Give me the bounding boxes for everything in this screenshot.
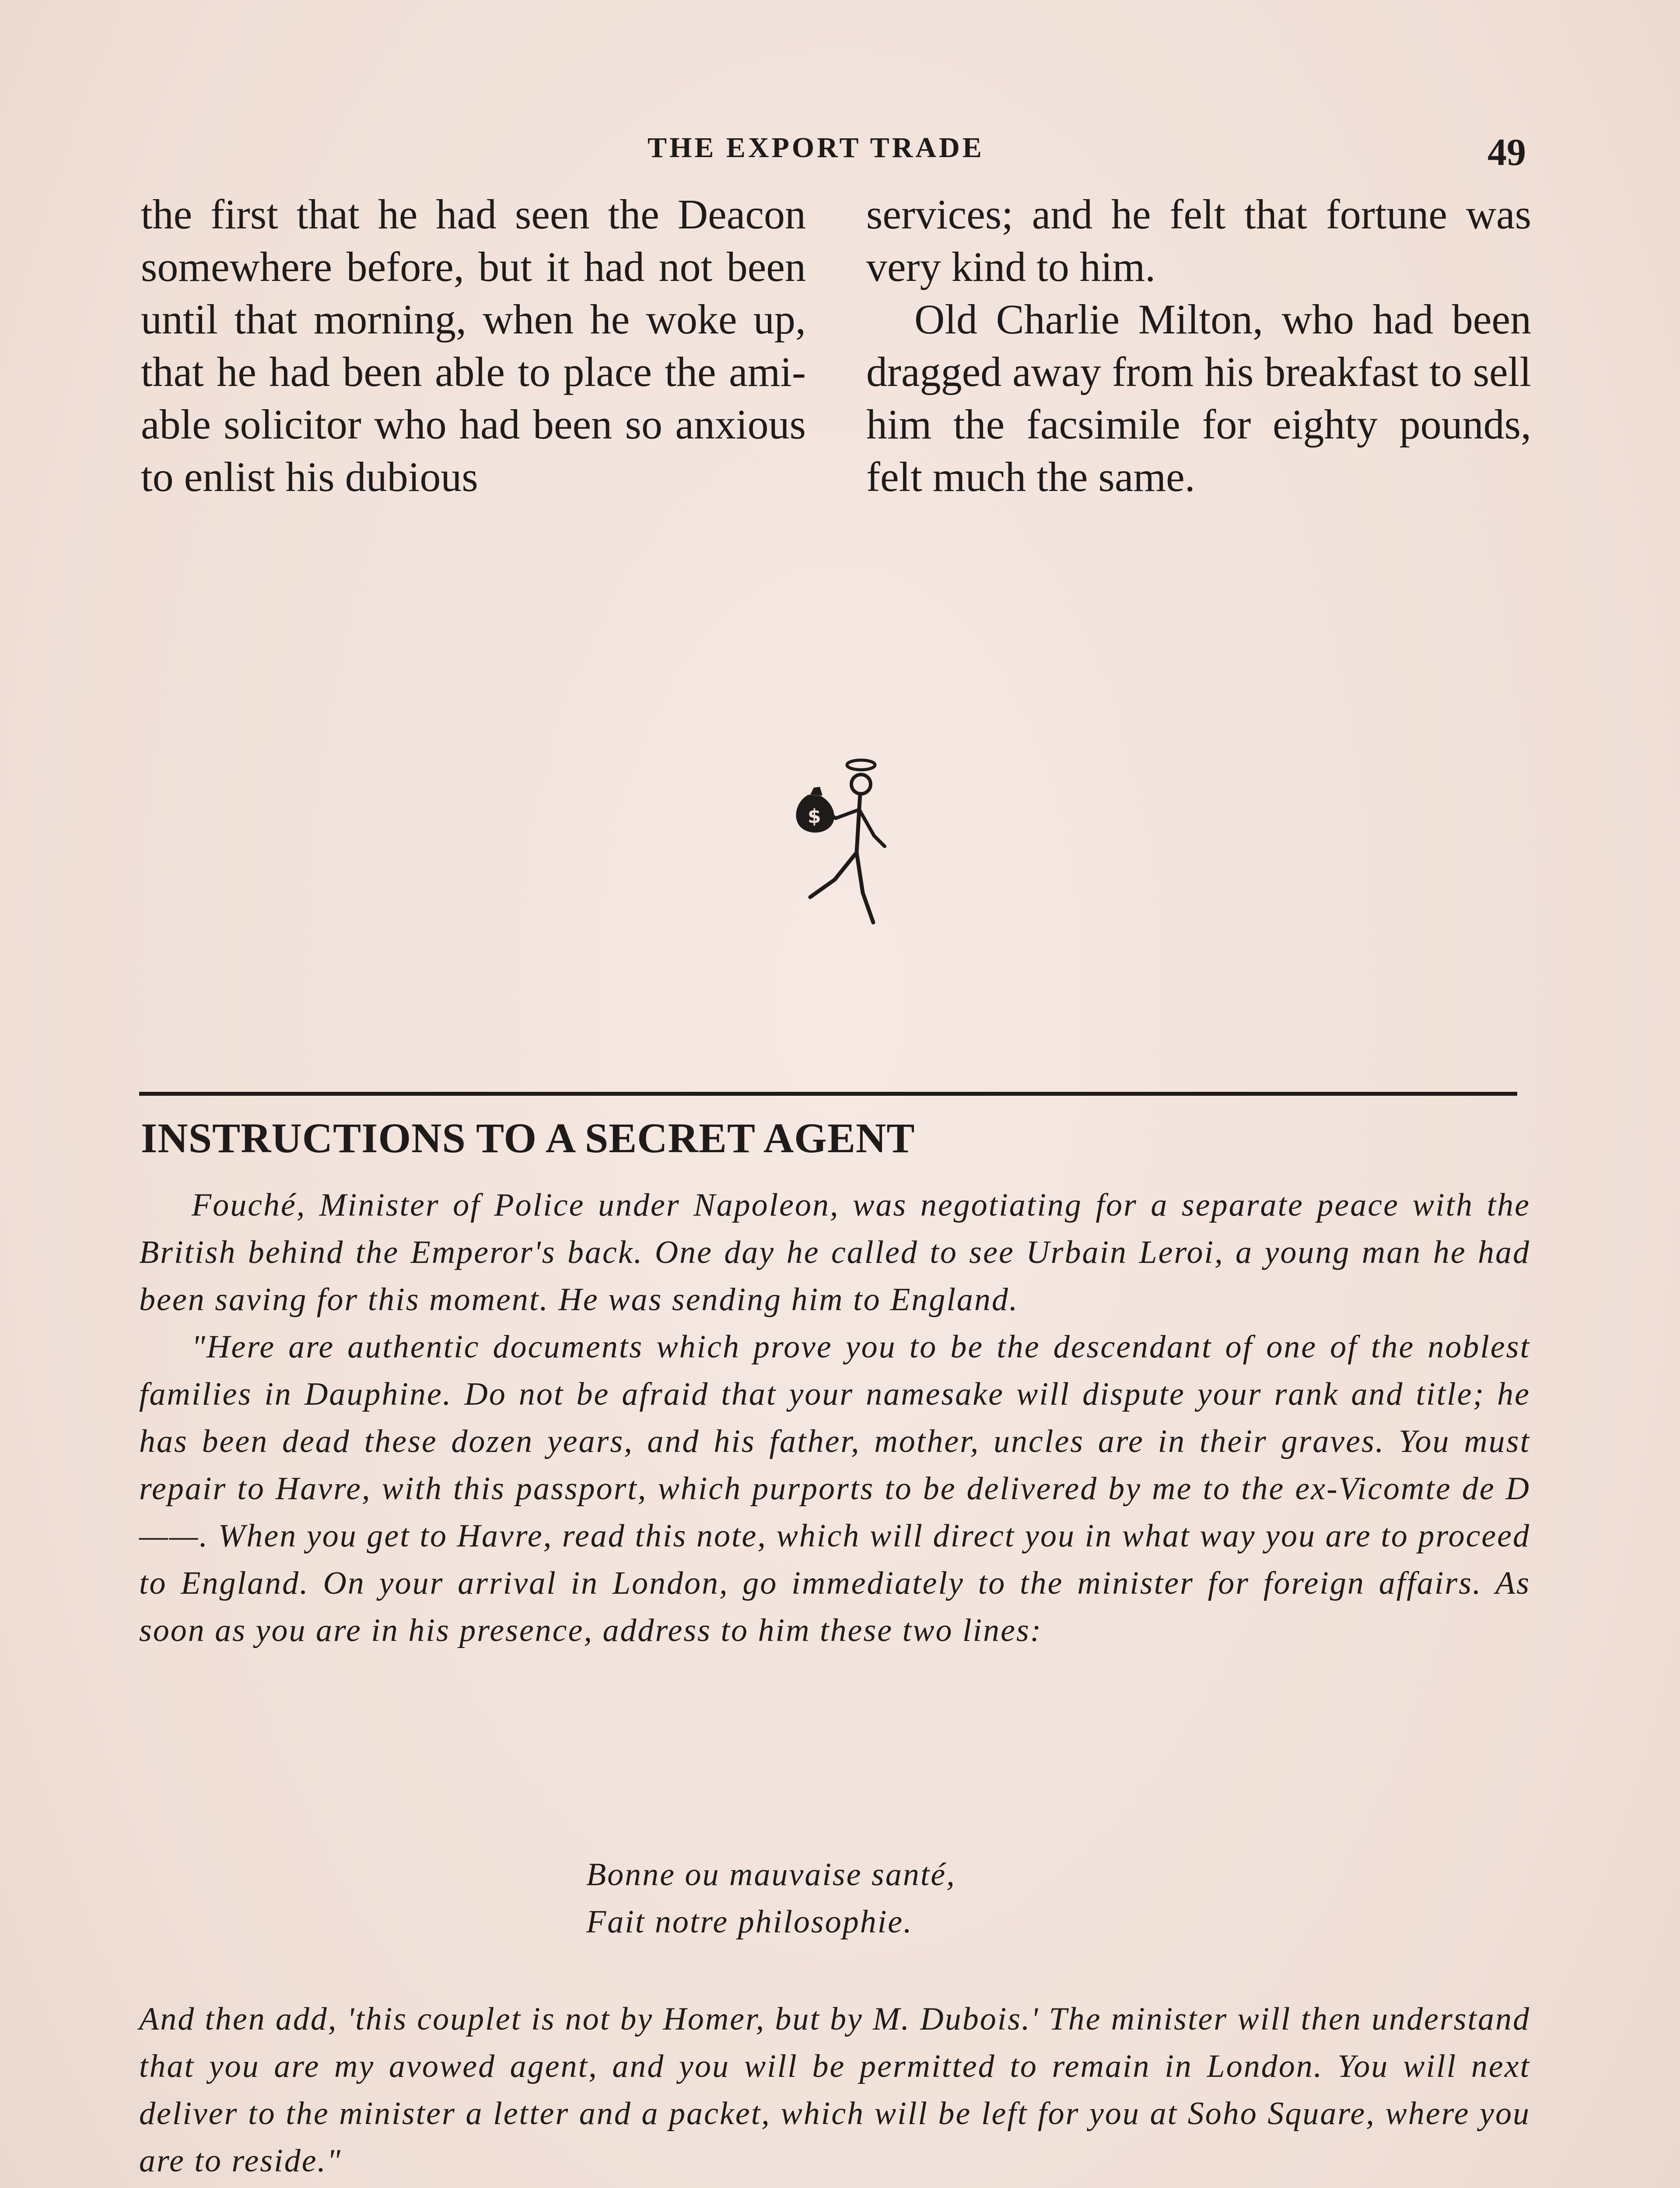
stick-figure-with-money-bag-icon <box>788 753 901 928</box>
story-left-column <box>141 188 806 503</box>
running-head-title: THE EXPORT TRADE <box>648 132 984 164</box>
story-paragraph: services; and he felt that fortune was very kind to him. <box>866 191 1531 290</box>
section-paragraph: Fouché, Minister of Police under Napoleon, was negotiating for a separate peace with the British behind the Emperor's back. One day he called to see Urbain Leroi, a young man he had been saving for this moment. He was sending him to England. <box>139 1187 1530 1318</box>
story-paragraph: the first that he had seen the Deacon somewhere before, but it had not been until that morning, when he woke up, that he had been able to place the amiable solicitor who had been so anxious to enlist his dubious <box>141 191 806 500</box>
couplet-line: Bonne ou mauvaise santé, <box>586 1857 956 1893</box>
section-body <box>139 1182 1530 1654</box>
section-paragraph <box>139 2184 1530 2188</box>
story-right-column <box>866 188 1531 503</box>
svg-text:$: $ <box>808 805 821 828</box>
section-title: INSTRUCTIONS TO A SECRET AGENT <box>141 1115 915 1161</box>
section-paragraph: "Here are authentic documents which prove you to be the descendant of one of the noblest families in Dauphine. Do not be afraid that your namesake will dispute your rank and title; he has been dead these dozen years, and his father, mother, uncles are in their graves. You must repair to Havre, with this passport, which purports to be delivered by me to the ex-Vicomte de D——. When you get to Havre, read this note, which will direct you in what way you are to proceed to England. On your arrival in London, go immediately to the minister for foreign affairs. As soon as you are in his presence, address to him these two lines: <box>139 1329 1530 1648</box>
section-body-closing <box>139 1995 1530 2188</box>
couplet-line: Fait notre philosophie. <box>586 1904 913 1940</box>
poem-couplet <box>586 1851 956 1946</box>
page-number: 49 <box>1488 131 1526 174</box>
section-divider <box>139 1092 1517 1096</box>
section-paragraph: And then add, 'this couplet is not by Homer, but by M. Dubois.' The minister will then understand that you are my avowed agent, and you will be permitted to remain in London. You will next deliver to the minister a letter and a packet, which will be left for you at Soho Square, where you are to reside." <box>139 2001 1530 2179</box>
story-paragraph: Old Charlie Milton, who had been dragged away from his breakfast to sell him the facsimile for eighty pounds, felt much the same. <box>866 296 1531 500</box>
